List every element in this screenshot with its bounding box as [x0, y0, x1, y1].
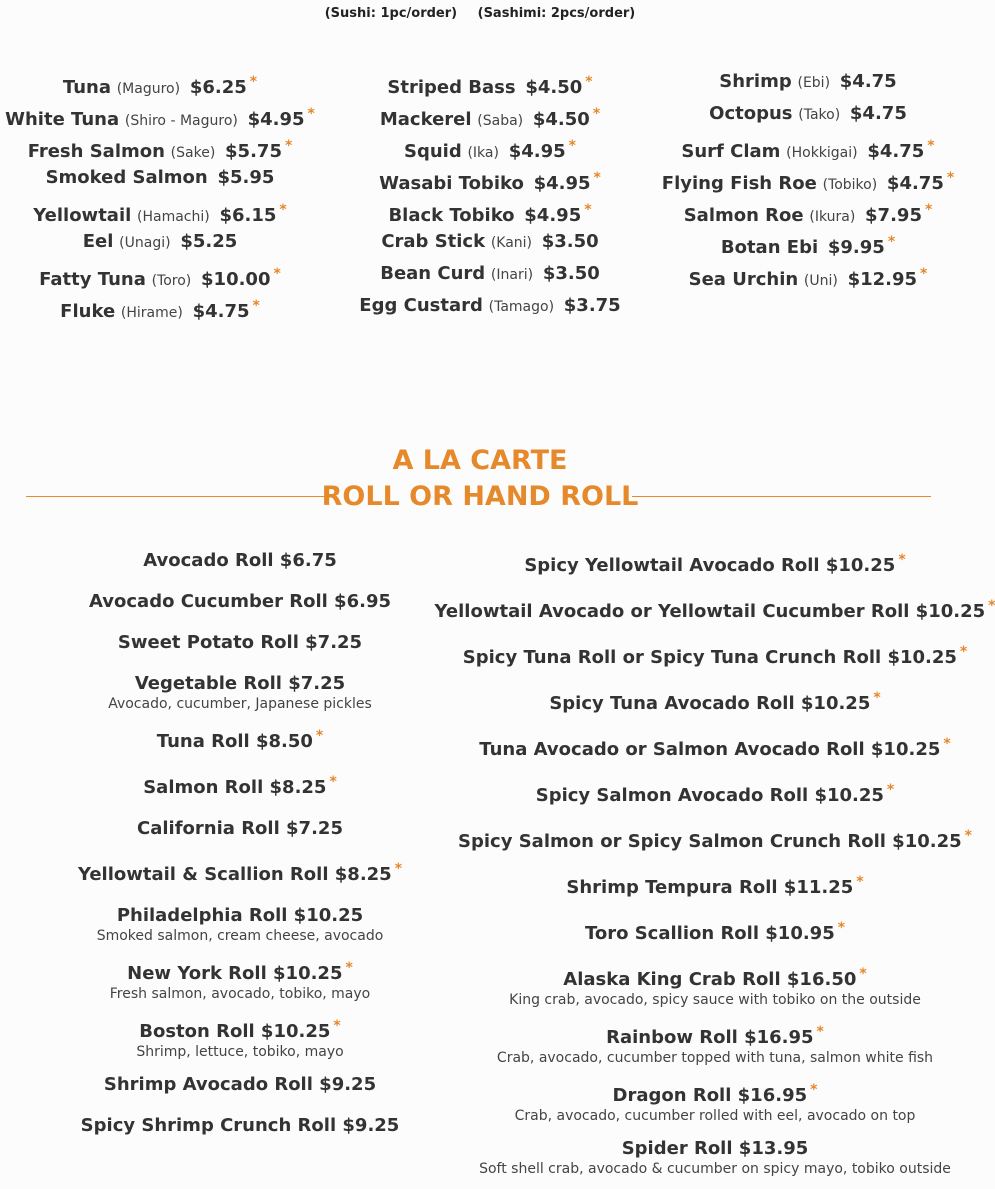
roll-label: Spicy Tuna Avocado Roll $10.25	[549, 693, 871, 714]
roll-name	[78, 857, 402, 887]
item-price: $4.75	[886, 173, 944, 194]
item-price: $10.00	[201, 269, 271, 290]
item-price: $6.15	[219, 205, 277, 226]
item-name: Yellowtail	[33, 205, 132, 226]
roll-label: Yellowtail & Scallion Roll $8.25	[77, 864, 392, 885]
raw-marker: *	[856, 874, 864, 890]
raw-marker: *	[873, 690, 881, 706]
roll-label: Spider Roll $13.95	[621, 1138, 809, 1159]
item-price: $3.75	[563, 295, 621, 316]
item-price: $4.95	[524, 205, 582, 226]
section-heading	[0, 443, 960, 515]
item-price: $5.75	[225, 141, 282, 162]
roll-label: Yellowtail Avocado or Yellowtail Cucumber Roll $10.25	[434, 601, 986, 622]
raw-marker: *	[593, 170, 601, 186]
item-name: Fluke	[60, 301, 116, 322]
roll-label: Avocado Cucumber Roll $6.95	[89, 591, 391, 612]
roll-label: Shrimp Avocado Roll $9.25	[103, 1074, 377, 1095]
roll-label: Alaska King Crab Roll $16.50	[563, 969, 857, 990]
item-name: Sea Urchin	[688, 269, 799, 290]
roll-label: Spicy Salmon Avocado Roll $10.25	[535, 785, 884, 806]
nigiri-column-3	[648, 66, 968, 290]
japanese-name: (Tobiko)	[822, 177, 878, 193]
roll-label: Boston Roll $10.25	[139, 1021, 331, 1042]
raw-marker: *	[898, 552, 906, 568]
item-name: Mackerel	[379, 109, 472, 130]
roll-label: Spicy Tuna Roll or Spicy Tuna Crunch Roll $10.25	[462, 647, 957, 668]
roll-item	[585, 916, 845, 946]
menu-item	[388, 194, 591, 226]
menu-item	[681, 130, 934, 162]
item-name: Octopus	[709, 103, 793, 124]
japanese-name: (Kani)	[490, 235, 533, 251]
item-price: $9.95	[827, 237, 885, 258]
roll-name	[435, 594, 995, 624]
raw-marker: *	[959, 644, 968, 660]
roll-name	[137, 816, 343, 841]
roll-item	[463, 640, 968, 670]
roll-label: Toro Scallion Roll $10.95	[584, 923, 835, 944]
roll-label: Spicy Yellowtail Avocado Roll $10.25	[524, 555, 896, 576]
menu-item	[83, 226, 238, 258]
roll-item	[157, 724, 323, 754]
roll-item	[81, 1113, 400, 1138]
roll-column-left	[20, 548, 460, 1154]
item-name: Eel	[82, 231, 114, 252]
item-price: $4.75	[849, 103, 907, 124]
raw-marker: *	[584, 202, 592, 218]
menu-item	[39, 258, 281, 290]
roll-description: Avocado, cucumber, Japanese pickles	[108, 696, 372, 712]
heading-line-2: ROLL OR HAND ROLL	[321, 481, 639, 512]
roll-label: California Roll $7.25	[137, 818, 343, 839]
japanese-name: (Ebi)	[797, 75, 831, 91]
roll-label: New York Roll $10.25	[127, 963, 343, 984]
japanese-name: (Hamachi)	[137, 209, 210, 225]
item-name: Salmon Roe	[683, 205, 804, 226]
roll-item	[509, 962, 921, 1008]
roll-item	[524, 548, 905, 578]
roll-name	[89, 589, 391, 614]
roll-item	[479, 1136, 951, 1177]
roll-item	[435, 594, 995, 624]
japanese-name: (Hirame)	[120, 305, 183, 321]
japanese-name: (Tamago)	[488, 299, 555, 315]
menu-item	[387, 66, 592, 98]
item-price: $4.50	[525, 77, 583, 98]
raw-marker: *	[284, 138, 293, 154]
roll-name	[136, 1014, 343, 1044]
roll-label: Tuna Avocado or Salmon Avocado Roll $10.25	[479, 739, 941, 760]
menu-item	[719, 66, 896, 98]
item-name: Bean Curd	[380, 263, 486, 284]
roll-description: Crab, avocado, cucumber rolled with eel, avocado on top	[514, 1108, 916, 1124]
item-price: $4.95	[533, 173, 591, 194]
item-price: $4.75	[867, 141, 925, 162]
raw-marker: *	[329, 774, 337, 790]
roll-label: Philadelphia Roll $10.25	[116, 905, 364, 926]
roll-item	[137, 816, 343, 841]
item-price: $4.75	[839, 71, 897, 92]
japanese-name: (Sake)	[170, 145, 216, 161]
roll-label: Sweet Potato Roll $7.25	[117, 632, 363, 653]
roll-item	[549, 686, 880, 716]
raw-marker: *	[886, 782, 895, 798]
roll-item	[143, 548, 337, 573]
roll-name	[458, 824, 972, 854]
menu-item	[359, 290, 620, 322]
item-name: White Tuna	[5, 109, 120, 130]
menu-item	[404, 130, 576, 162]
roll-item	[104, 1072, 376, 1097]
raw-marker: *	[887, 234, 896, 250]
item-price: $4.95	[247, 109, 305, 130]
raw-marker: *	[920, 266, 928, 282]
item-price: $6.25	[189, 77, 247, 98]
roll-name	[479, 732, 950, 762]
japanese-name: (Toro)	[151, 273, 192, 289]
raw-marker: *	[252, 298, 260, 314]
roll-name	[97, 903, 384, 928]
raw-marker: *	[568, 138, 576, 154]
raw-marker: *	[345, 960, 353, 976]
menu-item	[709, 98, 907, 130]
nigiri-column-1	[0, 66, 320, 322]
roll-label: Spicy Shrimp Crunch Roll $9.25	[80, 1115, 400, 1136]
heading-line-1: A LA CARTE	[392, 445, 568, 476]
roll-item	[458, 824, 972, 854]
roll-name	[515, 1078, 916, 1108]
item-name: Flying Fish Roe	[661, 173, 817, 194]
roll-item	[78, 857, 402, 887]
item-name: Fresh Salmon	[27, 141, 165, 162]
item-name: Wasabi Tobiko	[379, 173, 524, 194]
roll-description: Soft shell crab, avocado & cucumber on spicy mayo, tobiko outside	[479, 1161, 951, 1177]
japanese-name: (Ika)	[467, 145, 499, 161]
roll-description: Smoked salmon, cream cheese, avocado	[96, 928, 384, 944]
raw-marker: *	[249, 74, 258, 90]
raw-marker: *	[964, 828, 972, 844]
roll-description: Shrimp, lettuce, tobiko, mayo	[136, 1044, 344, 1060]
roll-name	[143, 770, 337, 800]
roll-name	[566, 870, 863, 900]
item-price: $7.95	[865, 205, 922, 226]
raw-marker: *	[585, 74, 593, 90]
menu-item	[60, 290, 260, 322]
item-price: $12.95	[847, 269, 918, 290]
japanese-name: (Inari)	[490, 267, 534, 283]
item-price: $4.95	[508, 141, 566, 162]
item-name: Crab Stick	[381, 231, 486, 252]
roll-item	[136, 1014, 343, 1060]
item-price: $5.95	[217, 167, 275, 188]
roll-name	[108, 671, 372, 696]
menu-item	[662, 162, 954, 194]
roll-label: Shrimp Tempura Roll $11.25	[566, 877, 854, 898]
roll-item	[479, 732, 950, 762]
roll-item	[97, 903, 384, 944]
item-price: $5.25	[180, 231, 238, 252]
roll-name	[157, 724, 323, 754]
roll-label: Spicy Salmon or Spicy Salmon Crunch Roll $10.25	[458, 831, 962, 852]
item-name: Surf Clam	[681, 141, 781, 162]
sushi-note: (Sushi: 1pc/order)	[324, 6, 458, 21]
raw-marker: *	[943, 736, 951, 752]
raw-marker: *	[315, 728, 324, 744]
serving-note	[0, 6, 960, 21]
roll-item	[118, 630, 362, 655]
raw-marker: *	[279, 202, 287, 218]
item-price: $3.50	[541, 231, 599, 252]
menu-item	[63, 66, 257, 98]
item-name: Black Tobiko	[388, 205, 515, 226]
item-name: Smoked Salmon	[45, 167, 208, 188]
raw-marker: *	[394, 861, 403, 877]
raw-marker: *	[859, 966, 867, 982]
roll-name	[497, 1020, 933, 1050]
item-name: Tuna	[62, 77, 111, 98]
item-price: $4.75	[192, 301, 250, 322]
menu-item	[381, 226, 598, 258]
roll-item	[536, 778, 895, 808]
japanese-name: (Ikura)	[809, 209, 856, 225]
item-price: $3.50	[542, 263, 600, 284]
raw-marker: *	[333, 1018, 341, 1034]
roll-name	[463, 640, 968, 670]
roll-name	[81, 1113, 400, 1138]
item-price: $4.50	[532, 109, 590, 130]
roll-label: Dragon Roll $16.95	[612, 1085, 808, 1106]
roll-label: Tuna Roll $8.50	[156, 731, 313, 752]
roll-label: Avocado Roll $6.75	[143, 550, 337, 571]
roll-description: King crab, avocado, spicy sauce with tobiko on the outside	[509, 992, 921, 1008]
roll-name	[524, 548, 905, 578]
roll-item	[143, 770, 337, 800]
roll-label: Vegetable Roll $7.25	[134, 673, 346, 694]
japanese-name: (Tako)	[798, 107, 841, 123]
roll-name	[104, 1072, 376, 1097]
roll-item	[110, 956, 370, 1002]
raw-marker: *	[988, 598, 995, 614]
roll-description: Fresh salmon, avocado, tobiko, mayo	[109, 986, 371, 1002]
roll-item	[89, 589, 391, 614]
roll-label: Salmon Roll $8.25	[143, 777, 327, 798]
roll-item	[497, 1020, 933, 1066]
raw-marker: *	[307, 106, 315, 122]
roll-name	[479, 1136, 951, 1161]
raw-marker: *	[927, 138, 935, 154]
japanese-name: (Shiro - Maguro)	[124, 113, 238, 129]
roll-item	[515, 1078, 916, 1124]
menu-item	[721, 226, 895, 258]
japanese-name: (Hokkigai)	[786, 145, 858, 161]
nigiri-column-2	[330, 66, 650, 322]
item-name: Egg Custard	[359, 295, 483, 316]
raw-marker: *	[273, 266, 281, 282]
roll-name	[118, 630, 362, 655]
raw-marker: *	[946, 170, 955, 186]
roll-name	[585, 916, 845, 946]
japanese-name: (Uni)	[803, 273, 838, 289]
japanese-name: (Unagi)	[119, 235, 171, 251]
roll-name	[536, 778, 895, 808]
raw-marker: *	[592, 106, 601, 122]
item-name: Fatty Tuna	[39, 269, 146, 290]
roll-name	[549, 686, 880, 716]
item-name: Shrimp	[719, 71, 792, 92]
roll-label: Rainbow Roll $16.95	[606, 1027, 814, 1048]
menu-item	[684, 194, 933, 226]
menu-item	[28, 130, 293, 162]
roll-name	[110, 956, 370, 986]
menu-item	[380, 258, 600, 290]
raw-marker: *	[810, 1082, 818, 1098]
roll-name	[509, 962, 921, 992]
raw-marker: *	[816, 1024, 824, 1040]
menu-item	[379, 162, 601, 194]
roll-name	[143, 548, 337, 573]
japanese-name: (Saba)	[477, 113, 524, 129]
roll-column-right	[434, 548, 995, 1189]
sashimi-note: (Sashimi: 2pcs/order)	[477, 6, 636, 21]
raw-marker: *	[837, 920, 846, 936]
roll-item	[566, 870, 863, 900]
roll-item	[108, 671, 372, 712]
menu-item	[46, 162, 275, 194]
menu-item	[33, 194, 286, 226]
item-name: Botan Ebi	[720, 237, 819, 258]
item-name: Striped Bass	[387, 77, 516, 98]
item-name: Squid	[404, 141, 462, 162]
japanese-name: (Maguro)	[116, 81, 181, 97]
menu-item	[689, 258, 928, 290]
menu-item	[5, 98, 315, 130]
menu-item	[380, 98, 600, 130]
roll-description: Crab, avocado, cucumber topped with tuna, salmon white fish	[496, 1050, 934, 1066]
raw-marker: *	[924, 202, 933, 218]
